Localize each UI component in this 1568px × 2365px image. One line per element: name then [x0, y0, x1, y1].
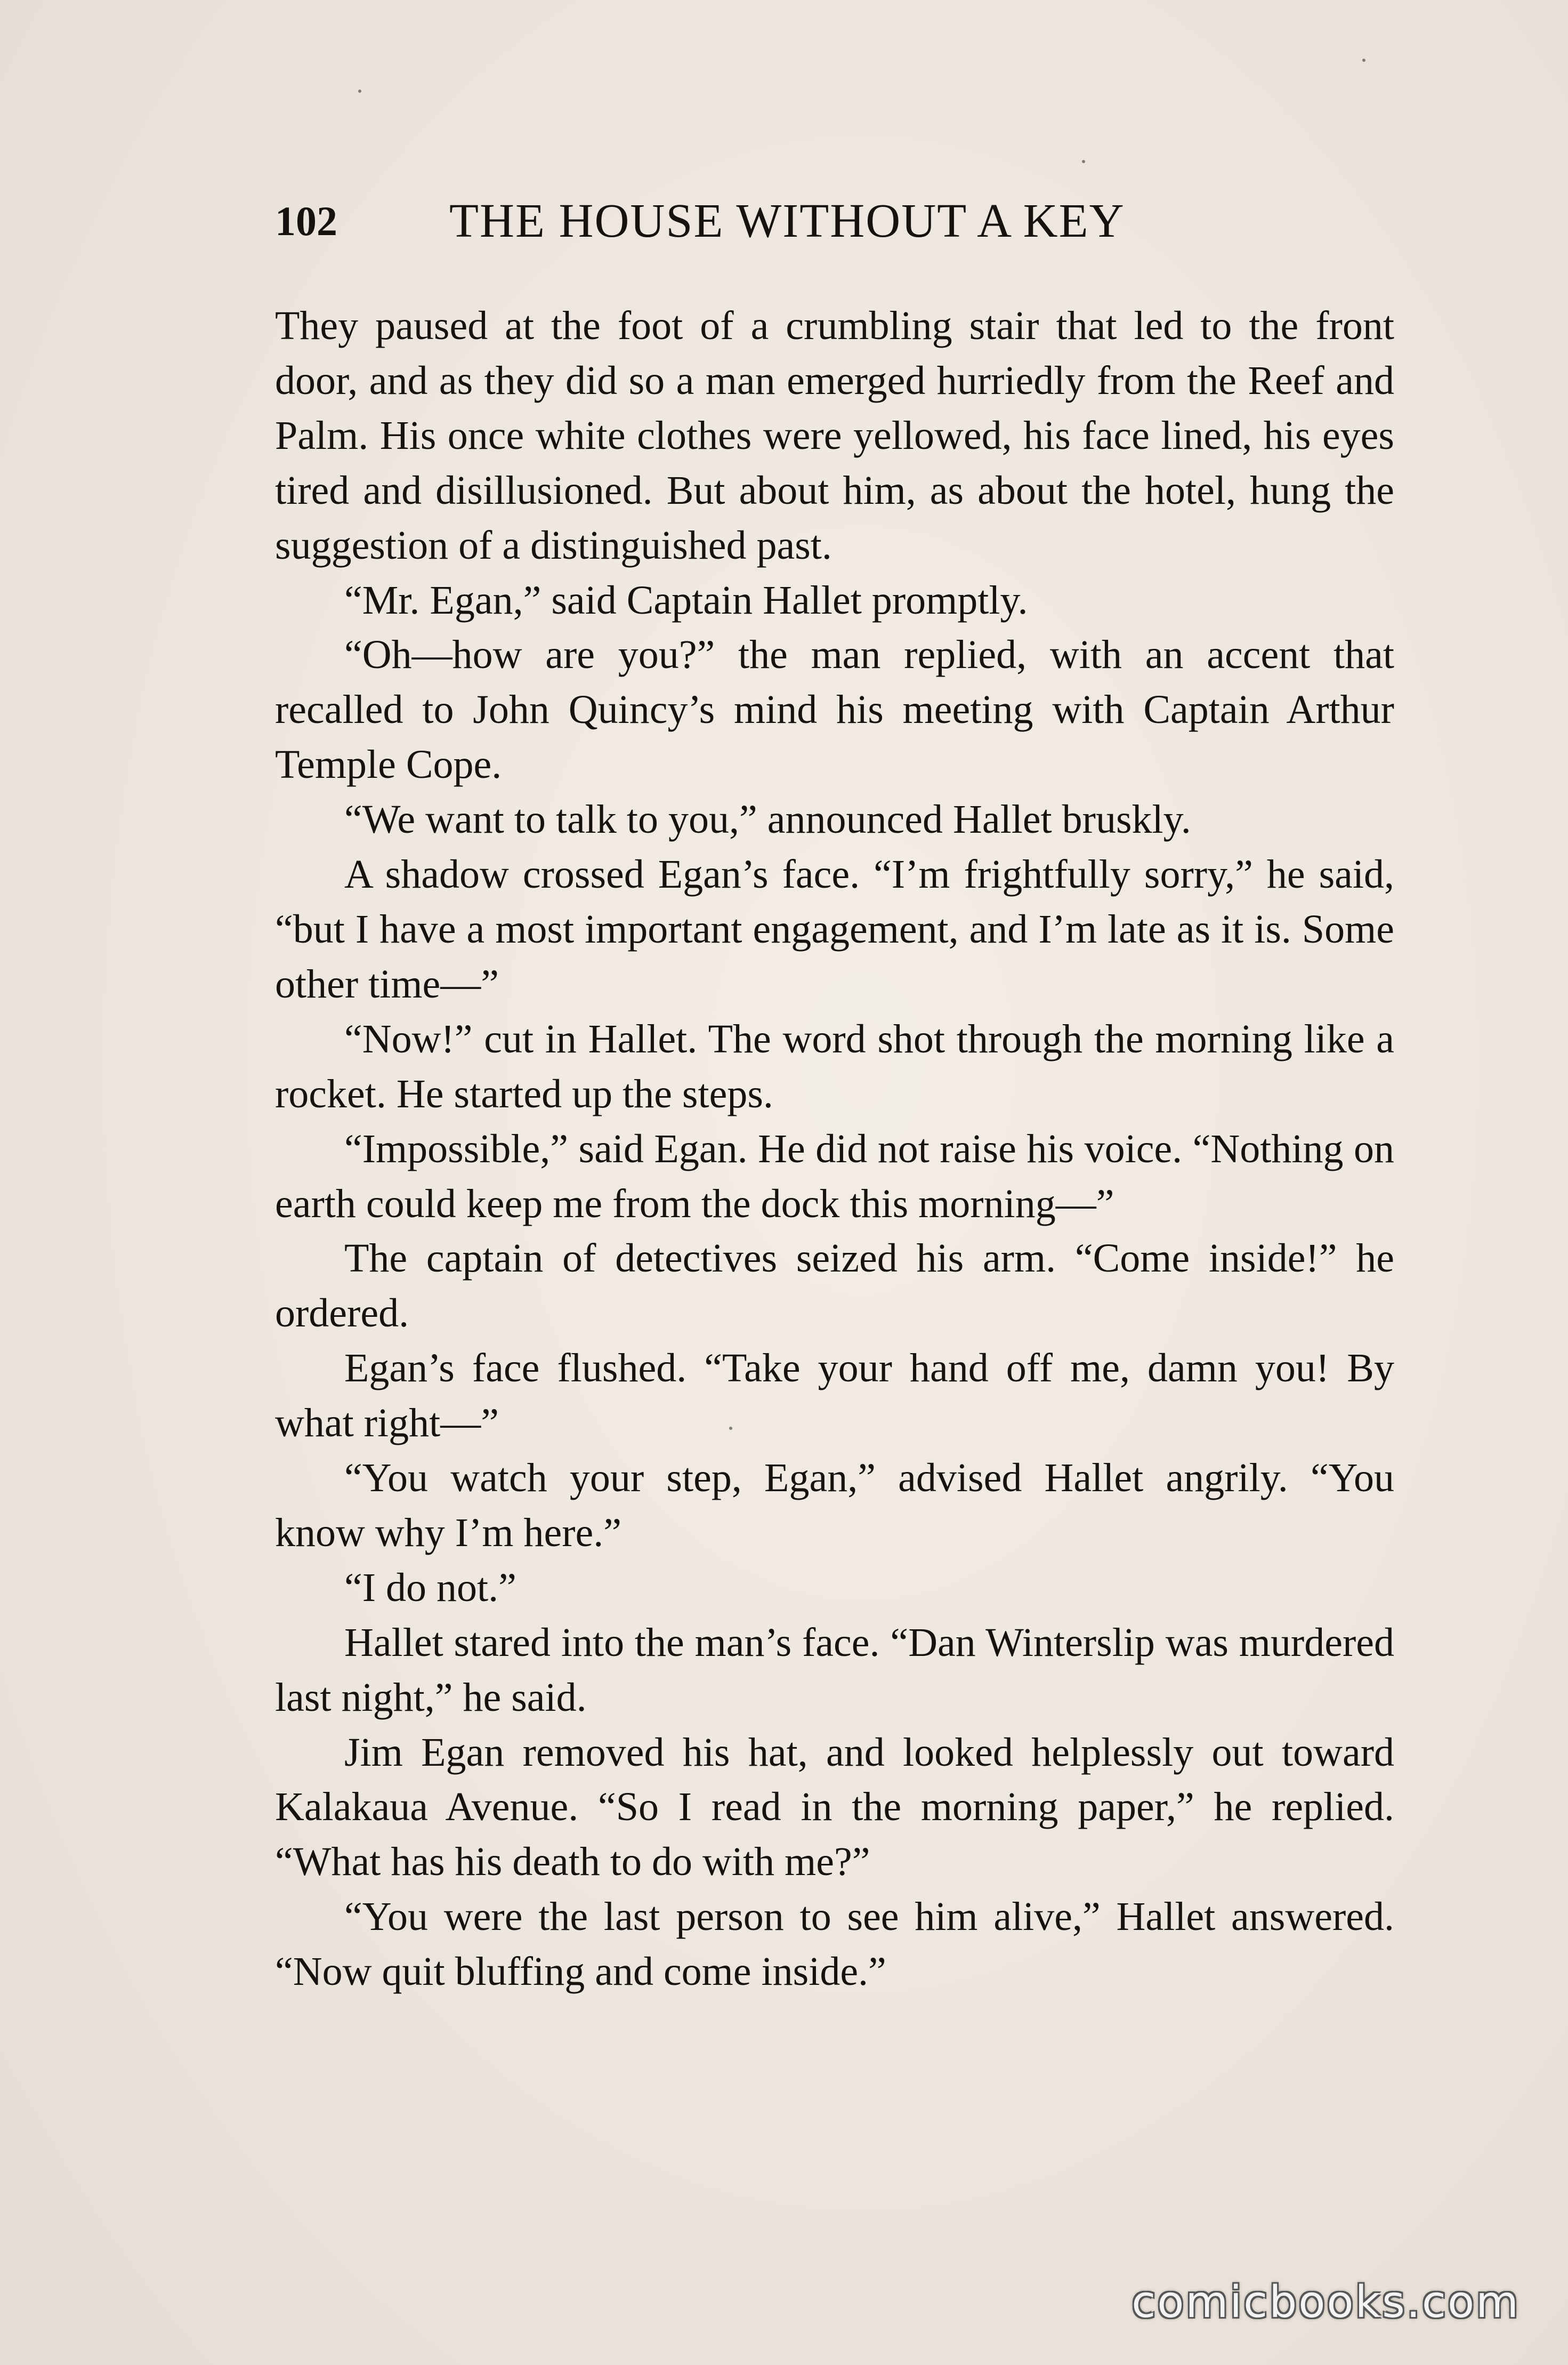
paper-speck [729, 1427, 732, 1430]
paragraph: The captain of detectives seized his arm. “Come inside!” he ordered. [275, 1236, 1394, 1336]
body-text [275, 299, 1394, 1999]
paragraph: They paused at the foot of a crumbling stair that led to the front door, and as they did so a man emerged hurriedly from the Reef and Palm. His once white clothes were yellowed, his face lined, his eyes tired and disillusioned. But about him, as about the hotel, hung the suggestion of a distinguished past. [275, 303, 1394, 568]
paragraph: “We want to talk to you,” announced Hallet bruskly. [344, 797, 1191, 842]
page-header [275, 192, 1229, 251]
paragraph: “You were the last person to see him alive,” Hallet answered. “Now quit bluffing and come inside.” [275, 1894, 1394, 1994]
paragraph: Jim Egan removed his hat, and looked helplessly out toward Kalakaua Avenue. “So I read in the morning paper,” he replied. “What has his death to do with me?” [275, 1729, 1394, 1885]
paragraph: “Impossible,” said Egan. He did not raise his voice. “Nothing on earth could keep me from the dock this morning—” [275, 1126, 1394, 1226]
paragraph: “You watch your step, Egan,” advised Hallet angrily. “You know why I’m here.” [275, 1455, 1394, 1555]
paper-speck [1362, 59, 1365, 62]
page-number: 102 [275, 198, 337, 244]
paragraph: “Mr. Egan,” said Captain Hallet promptly. [344, 577, 1028, 623]
paper-speck [358, 90, 361, 93]
paragraph: A shadow crossed Egan’s face. “I’m frightfully sorry,” he said, “but I have a most important engagement, and I’m late as it is. Some other time—” [275, 852, 1394, 1007]
paragraph: Hallet stared into the man’s face. “Dan Winterslip was murdered last night,” he said. [275, 1620, 1394, 1720]
paragraph: Egan’s face flushed. “Take your hand off me, damn you! By what right—” [275, 1346, 1394, 1446]
paper-speck [1082, 160, 1085, 163]
paragraph: “I do not.” [344, 1565, 516, 1610]
site-watermark: comicbooks.com [1131, 2277, 1520, 2328]
running-title: THE HOUSE WITHOUT A KEY [449, 195, 1125, 247]
paragraph: “Now!” cut in Hallet. The word shot through the morning like a rocket. He started up the steps. [275, 1016, 1394, 1116]
paragraph: “Oh—how are you?” the man replied, with an accent that recalled to John Quincy’s mind his meeting with Captain Arthur Temple Cope. [275, 632, 1394, 787]
